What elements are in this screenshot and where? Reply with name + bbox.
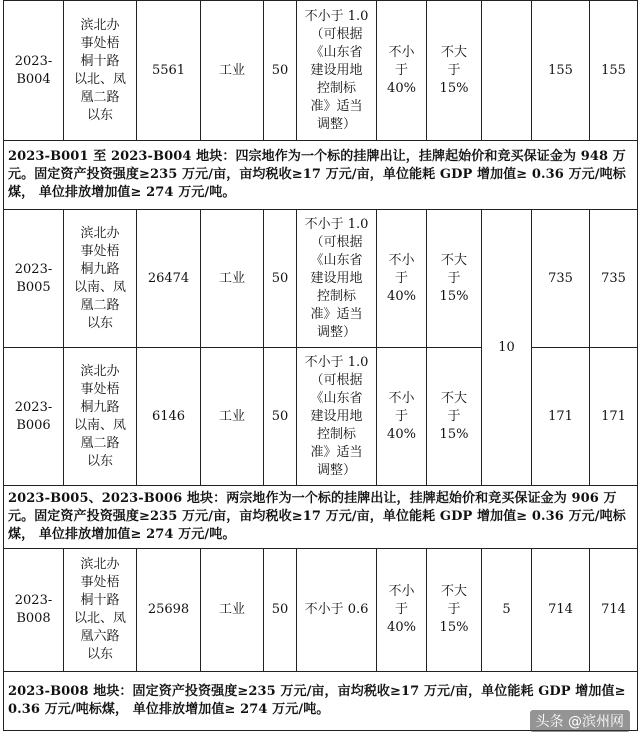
parcel-green: 不大 于 15% — [427, 549, 482, 672]
parcel-area: 5561 — [137, 1, 201, 141]
parcel-far: 不小于 1.0 （可根据 《山东省 建设用地 控制标 准》适当 调整） — [297, 348, 377, 486]
parcel-id: 2023- B006 — [4, 348, 64, 486]
parcel-density: 不小 于 40% — [377, 210, 427, 348]
land-parcel-table — [3, 0, 638, 731]
parcel-density: 不小 于 40% — [377, 348, 427, 486]
parcel-id: 2023- B004 — [4, 1, 64, 141]
parcel-use: 工业 — [201, 549, 264, 672]
table-row — [4, 210, 638, 348]
parcel-deposit: 714 — [532, 549, 590, 672]
parcel-density: 不小 于 40% — [377, 1, 427, 141]
watermark: 头条 @滨州网 — [530, 710, 630, 732]
parcel-location: 滨北办 事处梧 桐九路 以南、凤 凰二路 以东 — [64, 210, 137, 348]
table-row — [4, 348, 638, 486]
parcel-far: 不小于 0.6 — [297, 549, 377, 672]
note-row — [4, 486, 638, 549]
parcel-term — [482, 1, 532, 141]
parcel-green: 不大 于 15% — [427, 210, 482, 348]
parcel-price: 171 — [590, 348, 638, 486]
note-row — [4, 141, 638, 210]
parcel-density: 不小 于 40% — [377, 549, 427, 672]
parcel-deposit: 735 — [532, 210, 590, 348]
note-text: 2023-B001 至 2023-B004 地块：四宗地作为一个标的挂牌出让，挂牌起始价和竞买保证金为 948 万元。固定资产投资强度≥235 万元/亩，亩均税收≥17 万元/亩，单位能耗 GDP 增加值≥ 0.36 万元/吨标煤， 单位排放增加值≥ 274 万元/吨。 — [4, 141, 638, 210]
parcel-area: 26474 — [137, 210, 201, 348]
parcel-green: 不大 于 15% — [427, 348, 482, 486]
parcel-years: 50 — [264, 348, 297, 486]
parcel-years: 50 — [264, 210, 297, 348]
parcel-area: 6146 — [137, 348, 201, 486]
table-row — [4, 1, 638, 141]
parcel-area: 25698 — [137, 549, 201, 672]
parcel-term: 5 — [482, 549, 532, 672]
parcel-use: 工业 — [201, 348, 264, 486]
parcel-deposit: 155 — [532, 1, 590, 141]
parcel-use: 工业 — [201, 210, 264, 348]
parcel-far: 不小于 1.0 （可根据 《山东省 建设用地 控制标 准》适当 调整） — [297, 210, 377, 348]
table-row — [4, 549, 638, 672]
parcel-price: 714 — [590, 549, 638, 672]
parcel-location: 滨北办 事处梧 桐九路 以南、凤 凰二路 以东 — [64, 348, 137, 486]
parcel-price: 735 — [590, 210, 638, 348]
note-text: 2023-B008 地块：固定资产投资强度≥235 万元/亩，亩均税收≥17 万元/亩，单位能耗 GDP 增加值≥ 0.36 万元/吨标煤， 单位排放增加值≥ 274 万元/吨。 — [4, 672, 638, 731]
parcel-deposit: 171 — [532, 348, 590, 486]
parcel-green: 不大 于 15% — [427, 1, 482, 141]
parcel-term-merged: 10 — [482, 210, 532, 486]
parcel-far: 不小于 1.0 （可根据 《山东省 建设用地 控制标 准》适当 调整） — [297, 1, 377, 141]
parcel-location: 滨北办 事处梧 桐十路 以北、凤 凰六路 以东 — [64, 549, 137, 672]
note-text: 2023-B005、2023-B006 地块：两宗地作为一个标的挂牌出让，挂牌起始价和竞买保证金为 906 万元。固定资产投资强度≥235 万元/亩，亩均税收≥17 万元/亩，单位能耗 GDP 增加值≥ 0.36 万元/吨标煤， 单位排放增加值≥ 274 万元/吨。 — [4, 486, 638, 549]
parcel-price: 155 — [590, 1, 638, 141]
parcel-id: 2023- B005 — [4, 210, 64, 348]
parcel-years: 50 — [264, 1, 297, 141]
parcel-location: 滨北办 事处梧 桐十路 以北、凤 凰二路 以东 — [64, 1, 137, 141]
parcel-years: 50 — [264, 549, 297, 672]
parcel-id: 2023- B008 — [4, 549, 64, 672]
parcel-use: 工业 — [201, 1, 264, 141]
